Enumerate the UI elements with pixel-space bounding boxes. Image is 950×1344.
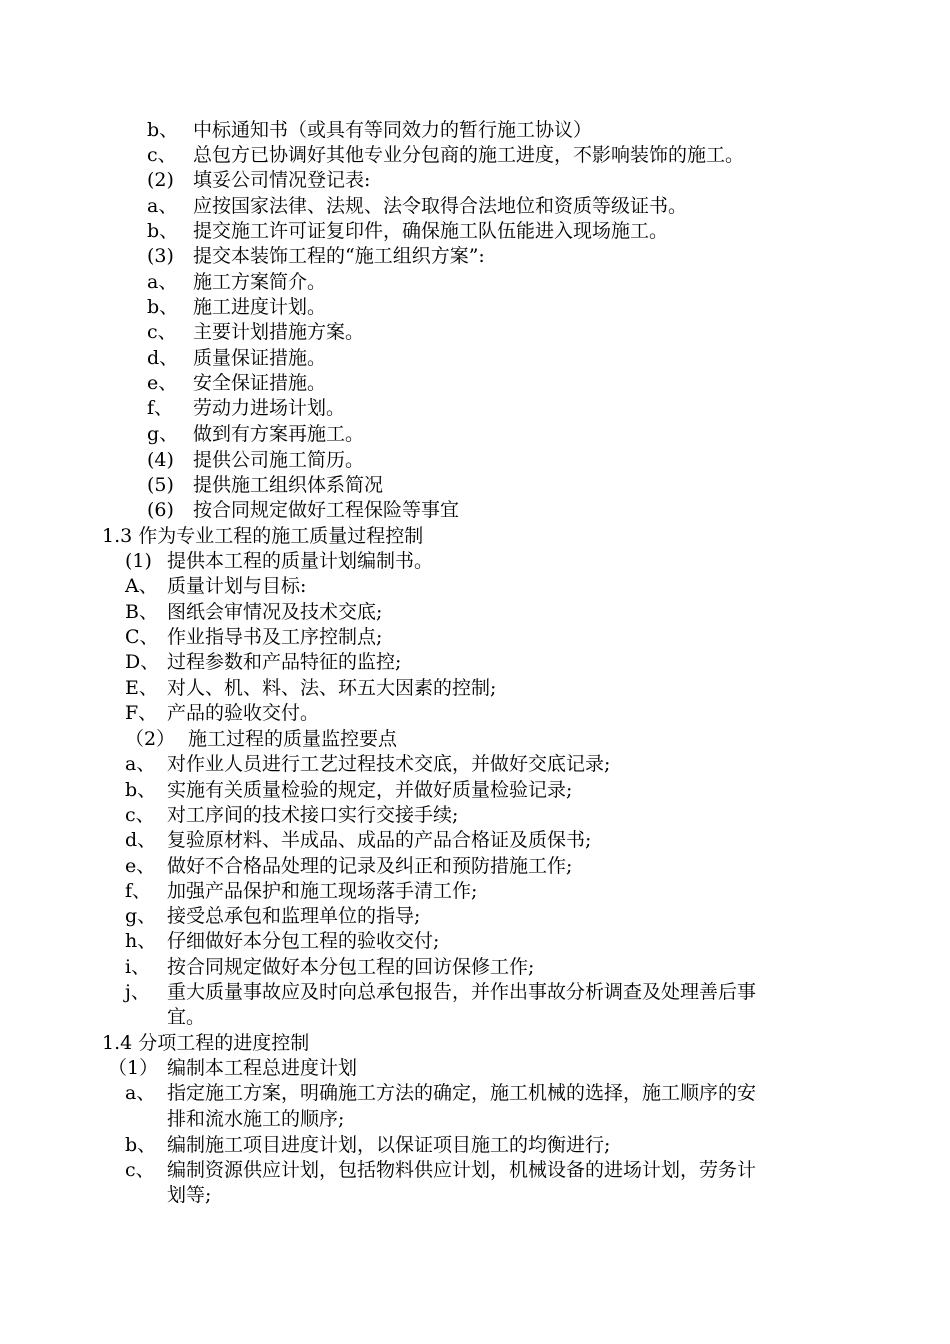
list-marker: g、	[147, 423, 179, 445]
list-item-text: 编制资源供应计划，包括物料供应计划，机械设备的进场计划，劳务计	[167, 1159, 757, 1181]
list-item-text: 质量保证措施。	[193, 347, 327, 369]
paragraph-text: 宜。	[167, 1006, 206, 1028]
list-item-text: 重大质量事故应及时向总承包报告，并作出事故分析调查及处理善后事	[167, 981, 757, 1003]
list-marker: A、	[125, 575, 158, 597]
document-line	[0, 778, 950, 804]
list-item-text: 编制施工项目进度计划，以保证项目施工的均衡进行;	[167, 1134, 611, 1156]
list-item-text: 指定施工方案，明确施工方法的确定，施工机械的选择，施工顺序的安	[167, 1082, 757, 1104]
document-line	[0, 1183, 950, 1209]
list-item-text: 按合同规定做好本分包工程的回访保修工作;	[167, 956, 535, 978]
list-item-text: 提供本工程的质量计划编制书。	[167, 550, 434, 572]
document-line	[0, 879, 950, 905]
document-line	[0, 1133, 950, 1159]
list-marker: f、	[125, 880, 152, 902]
document-line	[0, 828, 950, 854]
list-marker: （2）	[125, 728, 176, 750]
list-marker: b、	[147, 119, 179, 141]
list-item-text: 作业指导书及工序控制点;	[167, 626, 383, 648]
list-marker: (6)	[147, 499, 174, 521]
list-marker: d、	[125, 829, 157, 851]
list-marker: e、	[125, 855, 156, 877]
list-marker: h、	[125, 930, 157, 952]
document-line	[0, 1005, 950, 1031]
list-marker: e、	[147, 372, 178, 394]
document-line	[0, 295, 950, 321]
list-item-text: 图纸会审情况及技术交底;	[167, 601, 383, 623]
document-line	[0, 498, 950, 524]
list-marker: c、	[147, 144, 177, 166]
document-line	[0, 143, 950, 169]
document-line	[0, 168, 950, 194]
list-item-text: 对人、机、料、法、环五大因素的控制;	[167, 677, 497, 699]
list-marker: d、	[147, 347, 179, 369]
document-line	[0, 929, 950, 955]
list-marker: (4)	[147, 449, 174, 471]
list-item-text: 应按国家法律、法规、法令取得合法地位和资质等级证书。	[193, 195, 688, 217]
document-line	[0, 448, 950, 474]
list-marker: (2)	[147, 169, 174, 191]
paragraph-text: 1.4 分项工程的进度控制	[102, 1032, 310, 1054]
list-marker: a、	[125, 1082, 156, 1104]
list-item-text: 对作业人员进行工艺过程技术交底，并做好交底记录;	[167, 753, 611, 775]
list-marker: b、	[147, 220, 179, 242]
list-marker: a、	[147, 271, 178, 293]
document-line	[0, 270, 950, 296]
list-item-text: 按合同规定做好工程保险等事宜	[193, 499, 460, 521]
list-marker: (3)	[147, 245, 174, 267]
list-item-text: 施工过程的质量监控要点	[188, 728, 398, 750]
list-marker: （1）	[108, 1057, 159, 1079]
paragraph-text: 1.3 作为专业工程的施工质量过程控制	[102, 525, 424, 547]
document-line	[0, 219, 950, 245]
document-line	[0, 549, 950, 575]
list-item-text: 产品的验收交付。	[167, 702, 320, 724]
document-line	[0, 904, 950, 930]
list-item-text: 加强产品保护和施工现场落手清工作;	[167, 880, 478, 902]
document-line	[0, 244, 950, 270]
document-line	[0, 854, 950, 880]
list-marker: a、	[125, 753, 156, 775]
document-line	[0, 955, 950, 981]
document-line	[0, 1031, 950, 1057]
list-item-text: 对工序间的技术接口实行交接手续;	[167, 804, 459, 826]
list-item-text: 主要计划措施方案。	[193, 321, 365, 343]
document-line	[0, 524, 950, 550]
list-item-text: 仔细做好本分包工程的验收交付;	[167, 930, 440, 952]
paragraph-text: 排和流水施工的顺序;	[167, 1108, 345, 1130]
document-line	[0, 600, 950, 626]
list-item-text: 实施有关质量检验的规定，并做好质量检验记录;	[167, 779, 573, 801]
document-line	[0, 752, 950, 778]
list-item-text: 安全保证措施。	[193, 372, 327, 394]
list-item-text: 提供公司施工简历。	[193, 449, 365, 471]
list-marker: g、	[125, 905, 157, 927]
document-line	[0, 574, 950, 600]
list-item-text: 施工进度计划。	[193, 296, 327, 318]
list-marker: i、	[125, 956, 151, 978]
document-line	[0, 1081, 950, 1107]
document-line	[0, 118, 950, 144]
document-line	[0, 320, 950, 346]
list-item-text: 复验原材料、半成品、成品的产品合格证及质保书;	[167, 829, 592, 851]
list-item-text: 提供施工组织体系简况	[193, 474, 384, 496]
list-item-text: 劳动力进场计划。	[193, 397, 346, 419]
document-line	[0, 1158, 950, 1184]
list-marker: F、	[125, 702, 158, 724]
list-item-text: 填妥公司情况登记表:	[193, 169, 371, 191]
list-marker: B、	[125, 601, 158, 623]
list-item-text: 提交施工许可证复印件，确保施工队伍能进入现场施工。	[193, 220, 669, 242]
document-line	[0, 803, 950, 829]
list-item-text: 做好不合格品处理的记录及纠正和预防措施工作;	[167, 855, 573, 877]
document-line	[0, 473, 950, 499]
document-line	[0, 650, 950, 676]
list-item-text: 做到有方案再施工。	[193, 423, 365, 445]
list-marker: c、	[147, 321, 177, 343]
document-line	[0, 727, 950, 753]
document-line	[0, 194, 950, 220]
list-item-text: 总包方已协调好其他专业分包商的施工进度，不影响装饰的施工。	[193, 144, 745, 166]
document-line	[0, 1056, 950, 1082]
list-item-text: 接受总承包和监理单位的指导;	[167, 905, 421, 927]
list-item-text: 编制本工程总进度计划	[167, 1057, 358, 1079]
list-item-text: 质量计划与目标:	[167, 575, 307, 597]
list-item-text: 提交本装饰工程的“施工组织方案”:	[193, 245, 485, 267]
list-marker: D、	[125, 651, 160, 673]
list-marker: c、	[125, 1159, 155, 1181]
list-marker: b、	[125, 1134, 157, 1156]
list-marker: a、	[147, 195, 178, 217]
list-marker: (1)	[125, 550, 152, 572]
document-line	[0, 422, 950, 448]
list-marker: (5)	[147, 474, 174, 496]
list-marker: b、	[147, 296, 179, 318]
document-line	[0, 371, 950, 397]
list-marker: j、	[125, 981, 150, 1003]
document-line	[0, 676, 950, 702]
document-line	[0, 346, 950, 372]
document-line	[0, 701, 950, 727]
list-marker: b、	[125, 779, 157, 801]
list-marker: C、	[125, 626, 159, 648]
document-line	[0, 625, 950, 651]
list-marker: E、	[125, 677, 158, 699]
document-line	[0, 980, 950, 1006]
paragraph-text: 划等;	[167, 1184, 212, 1206]
document-line	[0, 396, 950, 422]
list-item-text: 施工方案简介。	[193, 271, 327, 293]
list-item-text: 中标通知书（或具有等同效力的暂行施工协议）	[193, 119, 593, 141]
document-line	[0, 1107, 950, 1133]
list-marker: c、	[125, 804, 155, 826]
list-marker: f、	[147, 397, 174, 419]
list-item-text: 过程参数和产品特征的监控;	[167, 651, 402, 673]
